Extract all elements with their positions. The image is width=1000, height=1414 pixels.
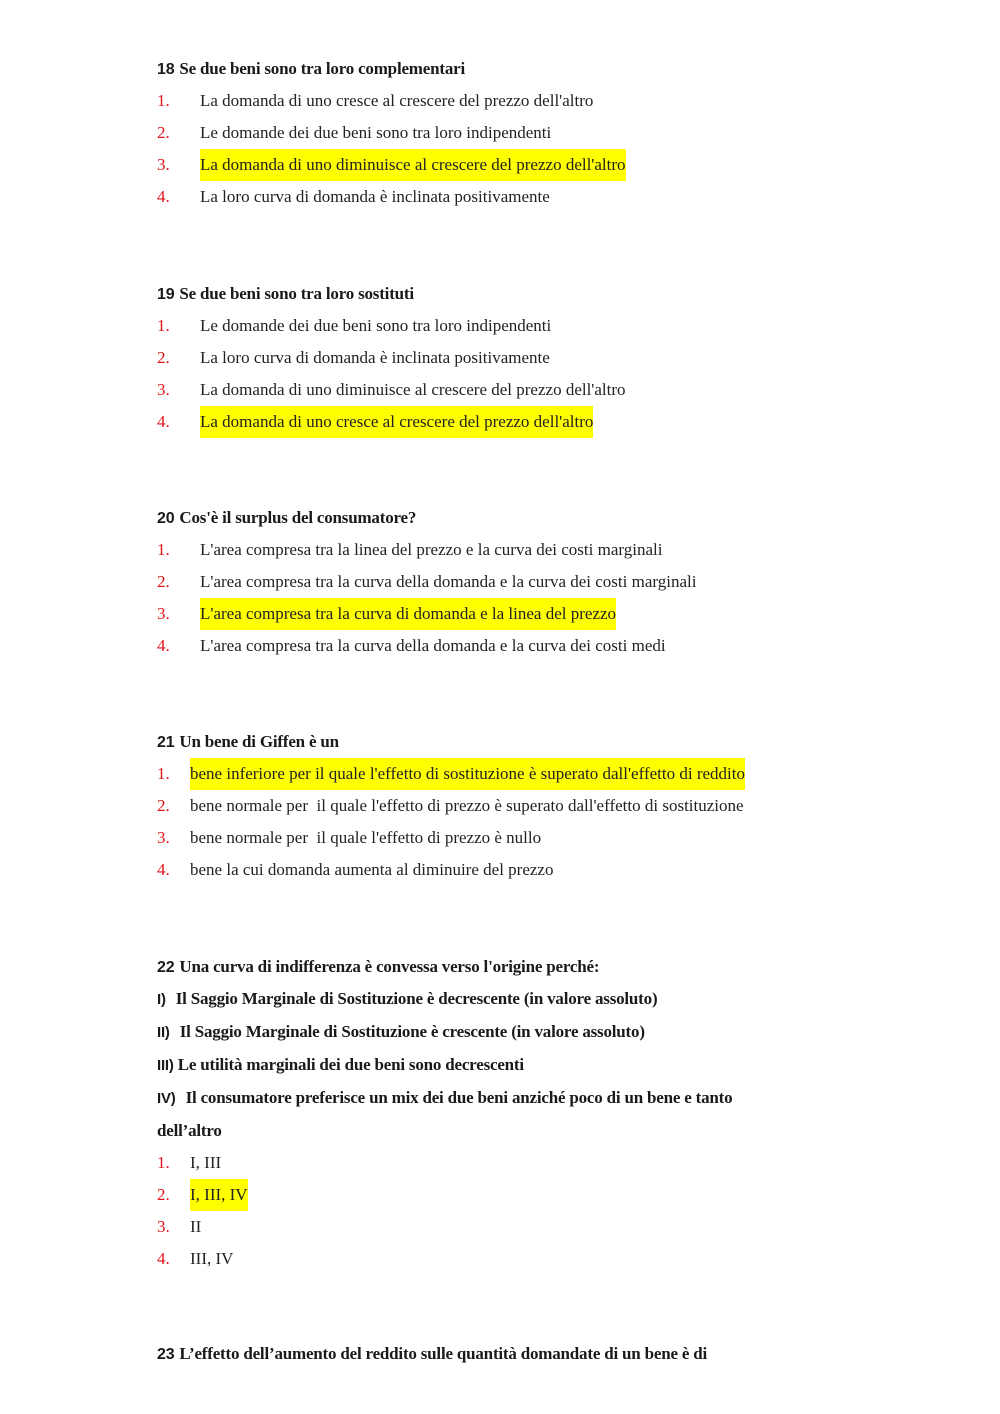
answer-option-correct [157, 598, 857, 630]
answer-option [157, 566, 857, 598]
option-number: 4. [157, 636, 170, 655]
answer-option [157, 1147, 857, 1179]
answer-option [157, 854, 857, 886]
answer-option [157, 181, 857, 213]
option-text-highlighted: La domanda di uno cresce al crescere del prezzo dell'altro [200, 406, 593, 438]
question-text: Se due beni sono tra loro complementari [179, 59, 465, 78]
option-text: I, III [190, 1153, 222, 1172]
option-text: III, IV [190, 1249, 234, 1268]
statement-roman: I) [157, 991, 166, 1008]
statement [157, 1049, 857, 1082]
statement [157, 983, 857, 1016]
answer-option [157, 85, 857, 117]
answer-option [157, 117, 857, 149]
question-23 [157, 1338, 857, 1370]
statement-text: Le utilità marginali dei due beni sono decrescenti [177, 1055, 524, 1074]
answer-option-correct [157, 1179, 857, 1211]
answer-option [157, 374, 857, 406]
question-title [157, 951, 857, 983]
option-text-highlighted: La domanda di uno diminuisce al crescere del prezzo dell'altro [200, 149, 626, 181]
answer-option [157, 1243, 857, 1275]
option-number: 1. [157, 1153, 170, 1172]
question-number: 20 [157, 510, 175, 527]
option-number: 1. [157, 540, 170, 559]
question-title [157, 1338, 857, 1370]
option-text-highlighted: bene inferiore per il quale l'effetto di sostituzione è superato dall'effetto di reddito [190, 758, 745, 790]
option-text-highlighted: I, III, IV [190, 1179, 248, 1211]
option-number: 2. [157, 1185, 170, 1204]
answer-option [157, 790, 857, 822]
option-text: La loro curva di domanda è inclinata positivamente [200, 348, 550, 367]
question-number: 22 [157, 959, 175, 976]
answer-option [157, 342, 857, 374]
option-number: 4. [157, 187, 170, 206]
statement-roman: II) [157, 1024, 170, 1041]
question-22 [157, 951, 857, 1275]
question-text: Se due beni sono tra loro sostituti [179, 284, 414, 303]
question-20 [157, 502, 857, 662]
option-number: 1. [157, 91, 170, 110]
option-number: 1. [157, 316, 170, 335]
option-number: 3. [157, 155, 170, 174]
statement-text: Il consumatore preferisce un mix dei due beni anziché poco di un bene e tanto dell’altro [157, 1088, 733, 1140]
option-number: 1. [157, 764, 170, 783]
option-number: 3. [157, 604, 170, 623]
option-text: bene normale per il quale l'effetto di prezzo è nullo [190, 828, 542, 847]
question-text: L’effetto dell’aumento del reddito sulle quantità domandate di un bene è di [179, 1344, 708, 1363]
option-number: 3. [157, 828, 170, 847]
question-number: 18 [157, 61, 175, 78]
answer-option [157, 534, 857, 566]
option-number: 4. [157, 1249, 170, 1268]
option-number: 2. [157, 572, 170, 591]
option-number: 2. [157, 348, 170, 367]
option-text: Le domande dei due beni sono tra loro indipendenti [200, 316, 552, 335]
question-19 [157, 278, 857, 438]
option-text: La domanda di uno cresce al crescere del prezzo dell'altro [200, 91, 594, 110]
statement [157, 1016, 857, 1049]
answer-option [157, 630, 857, 662]
question-number: 19 [157, 286, 175, 303]
answer-option [157, 1211, 857, 1243]
question-text: Una curva di indifferenza è convessa verso l'origine perché: [179, 957, 600, 976]
option-text: La loro curva di domanda è inclinata positivamente [200, 187, 550, 206]
option-text: bene normale per il quale l'effetto di prezzo è superato dall'effetto di sostituzione [190, 796, 744, 815]
option-text: bene la cui domanda aumenta al diminuire del prezzo [190, 860, 554, 879]
answer-option-correct [157, 406, 857, 438]
question-title [157, 726, 857, 758]
question-text: Cos'è il surplus del consumatore? [179, 508, 417, 527]
option-text-highlighted: L'area compresa tra la curva di domanda e la linea del prezzo [200, 598, 616, 630]
option-number: 3. [157, 380, 170, 399]
question-number: 21 [157, 734, 175, 751]
question-title [157, 53, 857, 85]
option-number: 4. [157, 412, 170, 431]
statement-text: Il Saggio Marginale di Sostituzione è crescente (in valore assoluto) [179, 1022, 645, 1041]
question-title [157, 278, 857, 310]
option-text: La domanda di uno diminuisce al crescere del prezzo dell'altro [200, 380, 626, 399]
question-number: 23 [157, 1346, 175, 1363]
question-21 [157, 726, 857, 886]
option-text: L'area compresa tra la curva della domanda e la curva dei costi marginali [200, 572, 697, 591]
question-text: Un bene di Giffen è un [179, 732, 339, 751]
option-text: II [190, 1217, 202, 1236]
answer-option [157, 822, 857, 854]
option-text: Le domande dei due beni sono tra loro indipendenti [200, 123, 552, 142]
statement-roman: III) [157, 1057, 174, 1074]
option-text: L'area compresa tra la linea del prezzo e la curva dei costi marginali [200, 540, 663, 559]
question-title [157, 502, 857, 534]
answer-option [157, 310, 857, 342]
statement-text: Il Saggio Marginale di Sostituzione è decrescente (in valore assoluto) [175, 989, 658, 1008]
option-text: L'area compresa tra la curva della domanda e la curva dei costi medi [200, 636, 666, 655]
option-number: 4. [157, 860, 170, 879]
question-18 [157, 53, 857, 213]
answer-option-correct [157, 758, 857, 790]
option-number: 3. [157, 1217, 170, 1236]
statement-roman: IV) [157, 1090, 176, 1107]
option-number: 2. [157, 796, 170, 815]
statement [157, 1082, 797, 1147]
option-number: 2. [157, 123, 170, 142]
answer-option-correct [157, 149, 857, 181]
